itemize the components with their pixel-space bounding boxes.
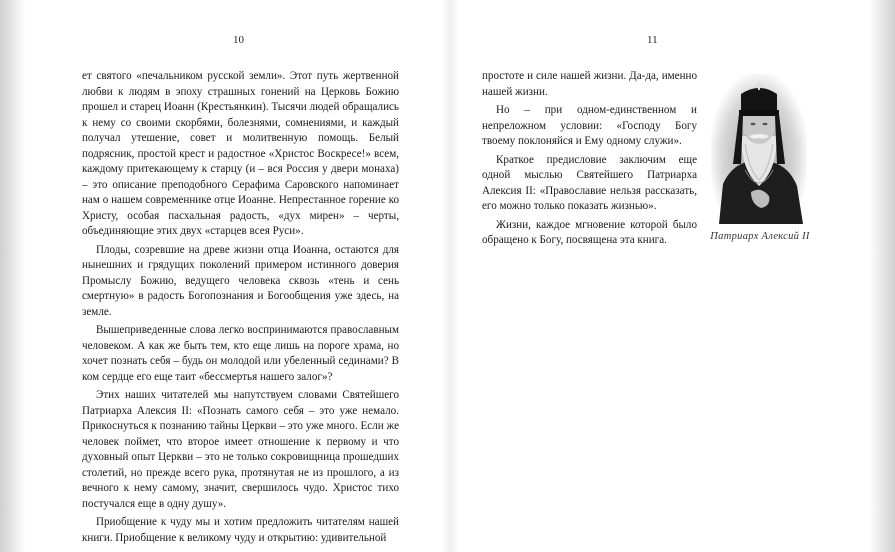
right-page-edge — [869, 0, 895, 552]
right-page-text — [482, 69, 697, 252]
left-page-number: 10 — [233, 34, 244, 46]
paragraph: Краткое предисловие заключим еще одной мыслью Святейшего Патриарха Алексия II: «Православие нельзя рассказать, его можно только показать жизнью». — [482, 153, 697, 212]
left-page-text — [82, 69, 399, 549]
paragraph: Этих наших читателей мы напутствуем словами Святейшего Патриарха Алексия II: «Познать самого себя – это уже немало. Прикоснуться к познанию тайны Церкви – это уже много. Если же человек поймет, что второе имеет отношение к первому и что духовный опыт Церкви – это не только сокровищница прошедших столетий, но прежде всего рука, протянутая не из прошлого, а из вечного к нему самому, значит, свершилось чудо. Христос тихо постучался еще в одну душу». — [82, 389, 399, 510]
paragraph: простоте и силе нашей жизни. Да-да, именно нашей жизни. — [482, 70, 697, 98]
book-gutter — [440, 0, 460, 552]
paragraph: Но – при одном-единственном и непреложном условии: «Господу Богу твоему поклоняйся и Ему одному служи». — [482, 104, 697, 147]
right-page-number: 11 — [647, 34, 658, 46]
paragraph: Жизни, каждое мгновение которой было обращено к Богу, посвящена эта книга. — [482, 218, 697, 246]
left-page-edge — [0, 0, 26, 552]
paragraph: Вышеприведенные слова легко воспринимаются православным человеком. А как же быть тем, кто еще лишь на пороге храма, но хочет познать себя – будь он молодой или убеленный сединами? В ком сердце его еще таит «бессмертья нашего залог»? — [82, 324, 399, 383]
paragraph: Приобщение к чуду мы и хотим предложить читателям нашей книги. Приобщение к великому чуду и открытию: удивительной — [82, 516, 399, 544]
patriarch-portrait-photo — [711, 74, 807, 224]
paragraph: Плоды, созревшие на древе жизни отца Иоанна, остаются для нынешних и грядущих поколений примером истинного доверия Промыслу Божию, ведущего человека сквозь «тень и сень смертную» в радость Богопознания и Богообщения уже здесь, на земле. — [82, 243, 399, 318]
photo-caption: Патриарх Алексий II — [710, 231, 810, 242]
paragraph: ет святого «печальником русской земли». Этот путь жертвенной любви к людям в эпоху страшных гонений на Церковь Божию прошел и старец Иоанн (Крестьянкин). Тысячи людей обращались к нему со своими скорбями, болезнями, сомнениями, и каждый получал утешение, совет и молитвенную помощь. Белый подрясник, простой крест и радостное «Христос Воскресе!» всем, каждому притекающему к старцу (и – вся Россия у двери монаха) – это описание преподобного Серафима Саровского напоминает нам о нашем современнике отце Иоанне. Непрестанное горение ко Христу, особая пасхальная радость, «дух мирен» – черты, объединяющие этих двух «старцев всея Руси». — [82, 70, 399, 237]
